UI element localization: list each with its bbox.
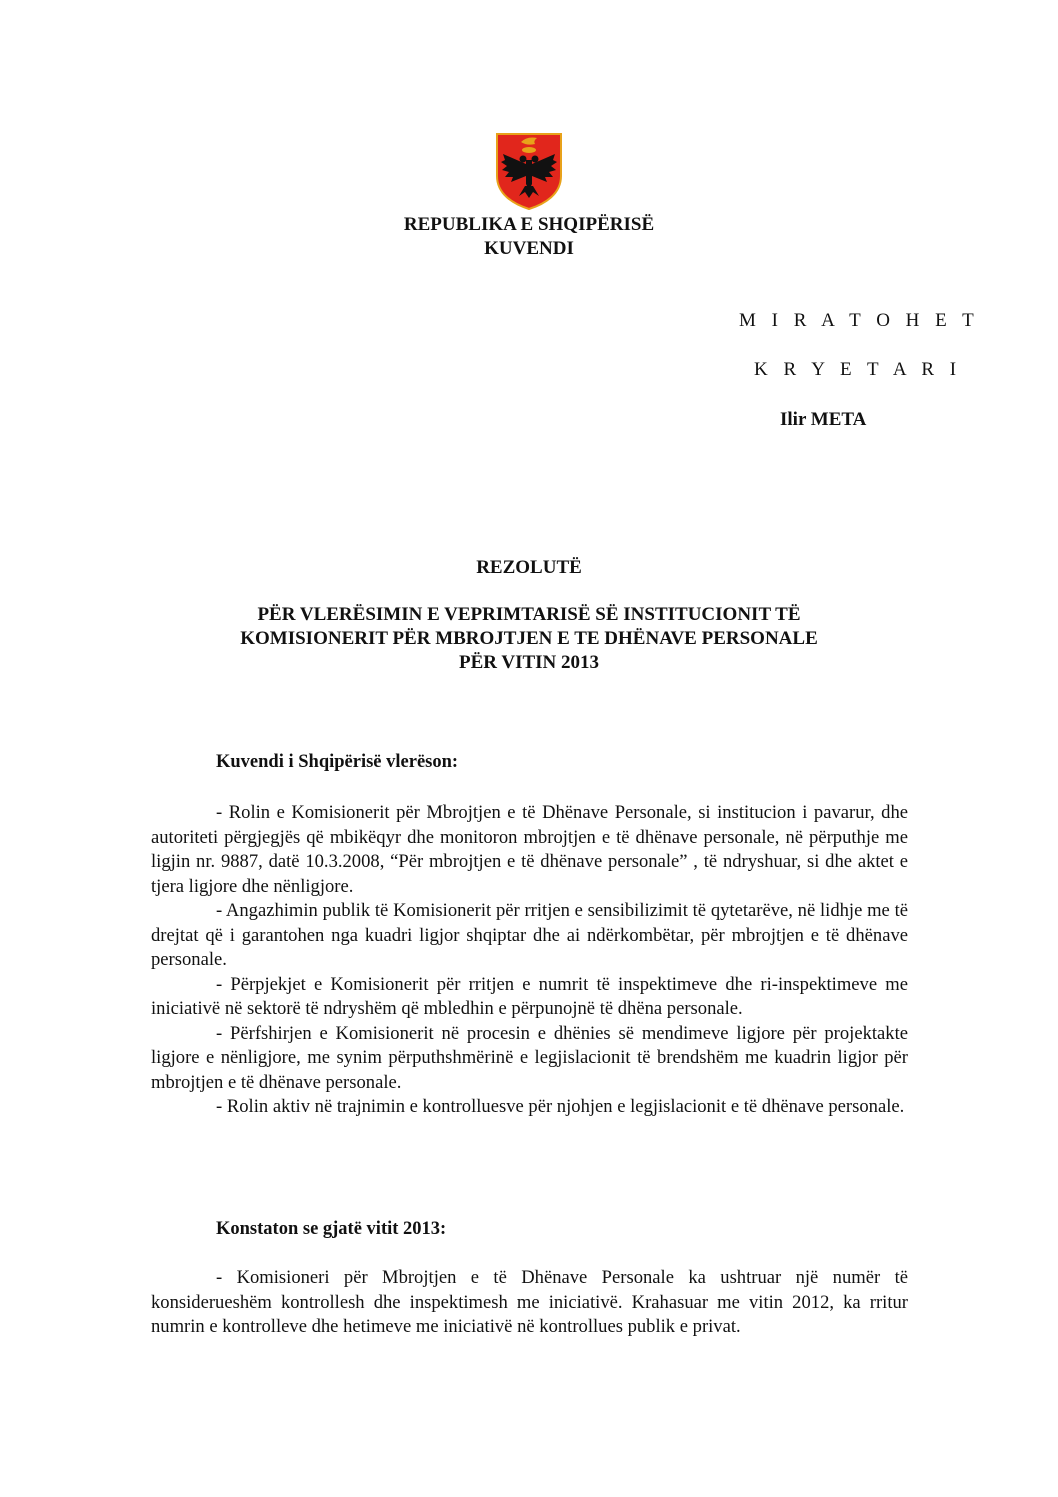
approver-name: Ilir META xyxy=(780,409,867,430)
approval-role: K R Y E T A R I xyxy=(754,359,962,380)
approval-status: M I R A T O H E T xyxy=(739,310,980,331)
paragraph: - Përfshirjen e Komisionerit në procesin e dhënies së mendimeve ligjore për projektakte ligjore e nënligjore, me synim përputhshmërinë e legjislacionit të brendshëm me kuadrin ligjor për mbrojtjen e të dhënave personale. xyxy=(151,1022,908,1093)
subtitle-line: PËR VLERËSIMIN E VEPRIMTARISË SË INSTITUCIONIT TË xyxy=(257,604,801,625)
issuer-header xyxy=(0,213,1058,261)
paragraph: - Rolin e Komisionerit për Mbrojtjen e të Dhënave Personale, si institucion i pavarur, dhe autoriteti përgjegjës që mbikëqyr dhe monitoron mbrojtjen e të dhënave personale, në përputhje me ligjin nr. 9887, datë 10.3.2008, “Për mbrojtjen e të dhënave personale” , të ndryshuar, si dhe aktet e tjera ligjore dhe nënligjore. xyxy=(151,802,908,897)
republic-name: REPUBLIKA E SHQIPËRISË xyxy=(403,214,655,235)
paragraph: - Angazhimin publik të Komisionerit për rritjen e sensibilizimit të qytetarëve, në lidhje me të drejtat që i garantohen nga kuadri ligjor shqiptar dhe ai ndërkombëtar, për mbrojtjen e të dhënave personale. xyxy=(151,900,908,970)
paragraph: - Përpjekjet e Komisionerit për rritjen e numrit të inspektimeve dhe ri-inspektimeve me iniciativë në sektorë të ndryshëm që mbledhin e përpunojnë të dhëna personale. xyxy=(151,973,908,1019)
section-body xyxy=(151,1266,908,1340)
subtitle-line: PËR VITIN 2013 xyxy=(458,652,600,673)
document-subtitle xyxy=(0,603,1058,675)
section-heading: Konstaton se gjatë vitit 2013: xyxy=(216,1219,447,1239)
section-heading: Kuvendi i Shqipërisë vlerëson: xyxy=(216,752,459,772)
paragraph: - Rolin aktiv në trajnimin e kontrolluesve për njohjen e legjislacionit e të dhënave personale. xyxy=(216,1096,905,1117)
document-type: REZOLUTË xyxy=(476,557,582,578)
paragraph: - Komisioneri për Mbrojtjen e të Dhënave Personale ka ushtruar një numër të konsiderueshëm kontrollesh dhe inspektimesh me iniciativë. Krahasuar me vitin 2012, ka rritur numrin e kontrolleve dhe hetimeve me iniciativë në kontrollues publik e privat. xyxy=(151,1267,908,1337)
coat-of-arms-icon xyxy=(493,130,565,210)
section-body xyxy=(151,801,908,1120)
parliament-name: KUVENDI xyxy=(484,238,574,259)
subtitle-line: KOMISIONERIT PËR MBROJTJEN E TE DHËNAVE PERSONALE xyxy=(240,628,818,649)
